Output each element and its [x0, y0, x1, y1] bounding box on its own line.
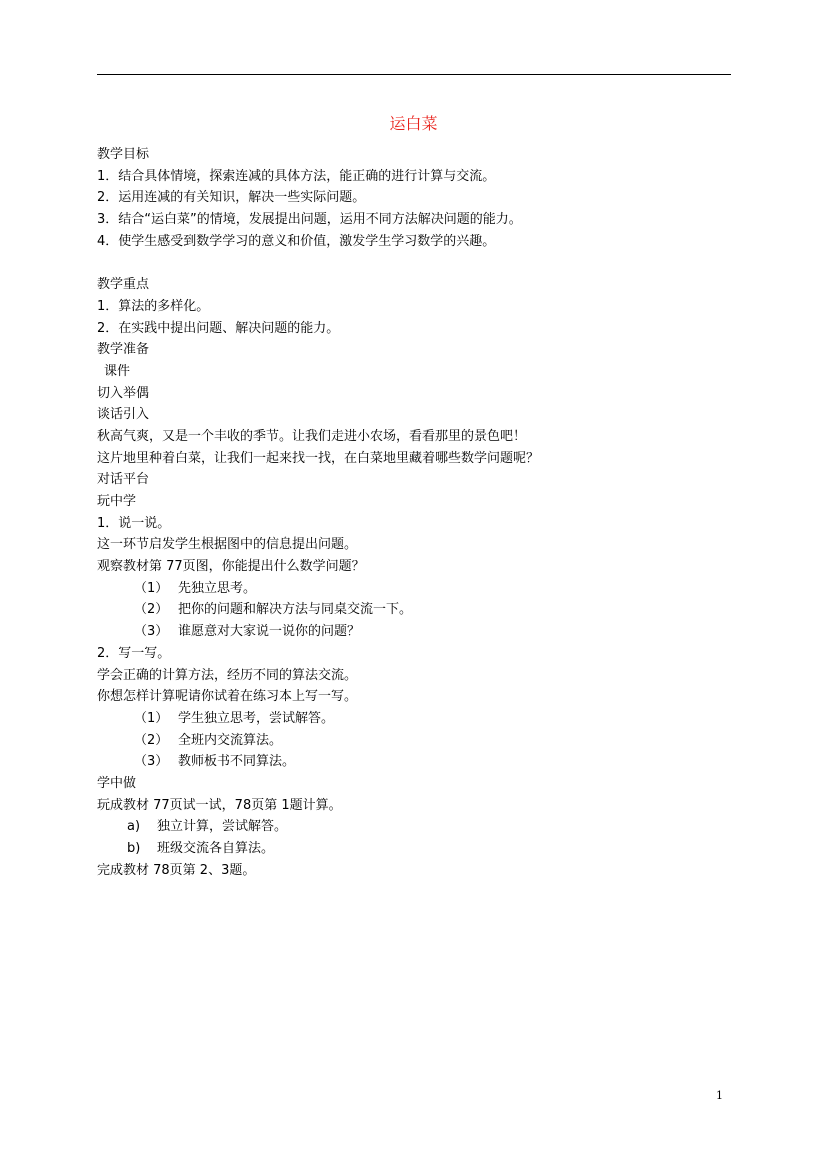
objective-item: 2．运用连减的有关知识，解决一些实际问题。: [97, 190, 366, 206]
step-marker: （1）: [134, 710, 169, 726]
intro-heading: 切入举偶: [97, 385, 150, 401]
part1-line: 这一环节启发学生根据图中的信息提出问题。: [97, 537, 358, 553]
objective-item: 3．结合“运白菜”的情境，发展提出问题，运用不同方法解决问题的能力。: [97, 212, 522, 228]
part1-line: 观察教材第 77页图，你能提出什么数学问题？: [97, 559, 365, 575]
focus-item: 2．在实践中提出问题、解决问题的能力。: [97, 320, 340, 336]
dialogue-heading: 对话平台: [97, 472, 150, 488]
part2-line: 你想怎样计算呢请你试着在练习本上写一写。: [97, 689, 358, 705]
step-marker: a): [127, 819, 141, 835]
practice-heading: 学中做: [97, 775, 137, 791]
document-title: 运白菜: [389, 114, 438, 133]
step-text: 把你的问题和解决方法与同桌交流一下。: [178, 602, 413, 618]
part2-step: [97, 708, 737, 730]
intro-line: 这片地里种着白菜，让我们一起来找一找，在白菜地里藏着哪些数学问题呢？: [97, 450, 540, 466]
step-text: 独立计算，尝试解答。: [157, 819, 288, 835]
step-marker: （3）: [134, 624, 169, 640]
practice-step: [97, 838, 737, 860]
practice-line: 玩成教材 77页试一试，78页第 1题计算。: [97, 797, 342, 813]
intro-subheading: 谈话引入: [97, 407, 150, 423]
prep-heading: 教学准备: [97, 342, 150, 358]
step-marker: b): [127, 841, 141, 856]
part1-step: [97, 621, 737, 643]
part2-label: 2．写一写。: [97, 645, 171, 661]
step-text: 教师板书不同算法。: [178, 754, 296, 770]
dialogue-subheading: 玩中学: [97, 494, 137, 509]
step-text: 先独立思考。: [178, 580, 257, 596]
objective-item: 4．使学生感受到数学学习的意义和价值，激发学生学习数学的兴趣。: [97, 233, 496, 249]
step-text: 全班内交流算法。: [178, 732, 283, 748]
part2-step: [97, 730, 737, 752]
step-text: 班级交流各自算法。: [157, 841, 275, 856]
part2-line: 学会正确的计算方法，经历不同的算法交流。: [97, 667, 358, 683]
objectives-heading: 教学目标: [97, 147, 150, 162]
part1-step: [97, 578, 737, 600]
step-text: 谁愿意对大家说一说你的问题？: [178, 624, 361, 640]
intro-line: 秋高气爽，又是一个丰收的季节。让我们走进小农场，看看那里的景色吧！: [97, 428, 527, 444]
objective-item: 1．结合具体情境，探索连减的具体方法，能正确的进行计算与交流。: [97, 168, 496, 184]
step-marker: （2）: [134, 732, 169, 748]
document-body: [97, 144, 737, 881]
practice-step: [97, 816, 737, 838]
page-number: 1: [716, 1089, 723, 1102]
prep-item: 课件: [104, 363, 131, 379]
step-marker: （2）: [134, 602, 169, 618]
header-rule: [97, 74, 731, 75]
part2-step: [97, 751, 737, 773]
practice-line: 完成教材 78页第 2、3题。: [97, 862, 256, 878]
focus-heading: 教学重点: [97, 277, 150, 293]
part1-step: [97, 599, 737, 621]
part1-label: 1．说一说。: [97, 515, 171, 531]
step-marker: （3）: [134, 754, 169, 770]
blank-line: [97, 252, 737, 274]
step-text: 学生独立思考，尝试解答。: [178, 710, 335, 726]
step-marker: （1）: [134, 580, 169, 596]
focus-item: 1．算法的多样化。: [97, 298, 210, 314]
